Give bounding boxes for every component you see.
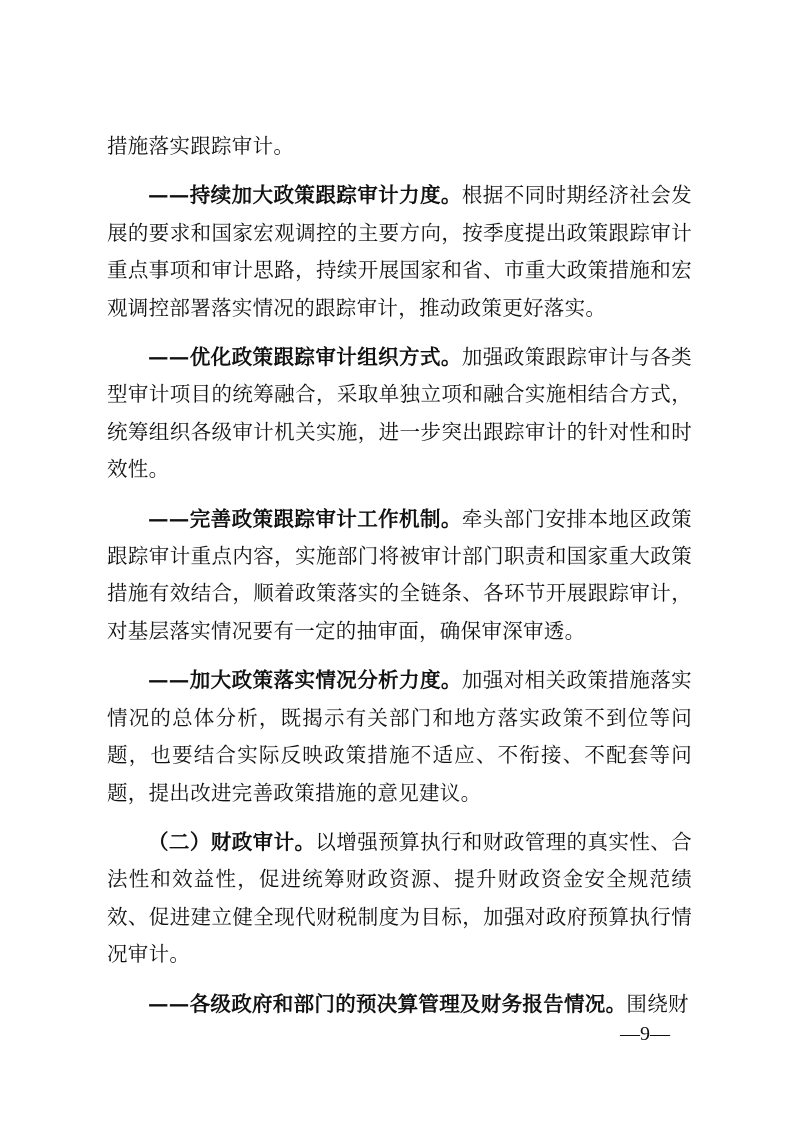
paragraph-text: 措施落实跟踪审计。 (107, 134, 295, 158)
paragraph-5 (107, 662, 692, 812)
paragraph-lead: ——加大政策落实情况分析力度。 (148, 668, 462, 693)
paragraph-1 (107, 128, 692, 165)
paragraph-text: 以增强预算执行和财政管理的真实性、合法性和效益性，促进统筹财政资源、提升财政资金安全规范绩效、促进建立健全现代财税制度为目标，加强对政府预算执行情况审计。 (107, 829, 692, 967)
paragraph-3 (107, 339, 692, 489)
paragraph-4 (107, 501, 692, 651)
paragraph-text: 牵头部门安排本地区政策跟踪审计重点内容，实施部门将被审计部门职责和国家重大政策措施有效结合，顺着政策落实的全链条、各环节开展跟踪审计，对基层落实情况要有一定的抽审面，确保审深审透。 (107, 506, 692, 643)
paragraph-lead: ——优化政策跟踪审计组织方式。 (148, 345, 462, 370)
paragraph-7 (107, 986, 692, 1023)
body-text (107, 128, 692, 1035)
paragraph-lead: ——完善政策跟踪审计工作机制。 (148, 506, 462, 531)
paragraph-2 (107, 177, 692, 327)
paragraph-text: 加强政策跟踪审计与各类型审计项目的统筹融合，采取单独立项和融合实施相结合方式，统筹组织各级审计机关实施，进一步突出跟踪审计的针对性和时效性。 (107, 345, 692, 482)
paragraph-lead: ——各级政府和部门的预决算管理及财务报告情况。 (148, 991, 627, 1016)
paragraph-lead: （二）财政审计。 (148, 829, 316, 854)
paragraph-text: 根据不同时期经济社会发展的要求和国家宏观调控的主要方向，按季度提出政策跟踪审计重点事项和审计思路，持续开展国家和省、市重大政策措施和宏观调控部署落实情况的跟踪审计，推动政策更好落实。 (107, 183, 692, 320)
paragraph-text: 加强对相关政策措施落实情况的总体分析，既揭示有关部门和地方落实政策不到位等问题，也要结合实际反映政策措施不适应、不衔接、不配套等问题，提出改进完善政策措施的意见建议。 (107, 668, 692, 805)
page-number: —9— (620, 1023, 670, 1045)
paragraph-lead: ——持续加大政策跟踪审计力度。 (148, 183, 462, 208)
paragraph-6 (107, 824, 692, 974)
paragraph-text: 围绕财 (626, 991, 689, 1016)
